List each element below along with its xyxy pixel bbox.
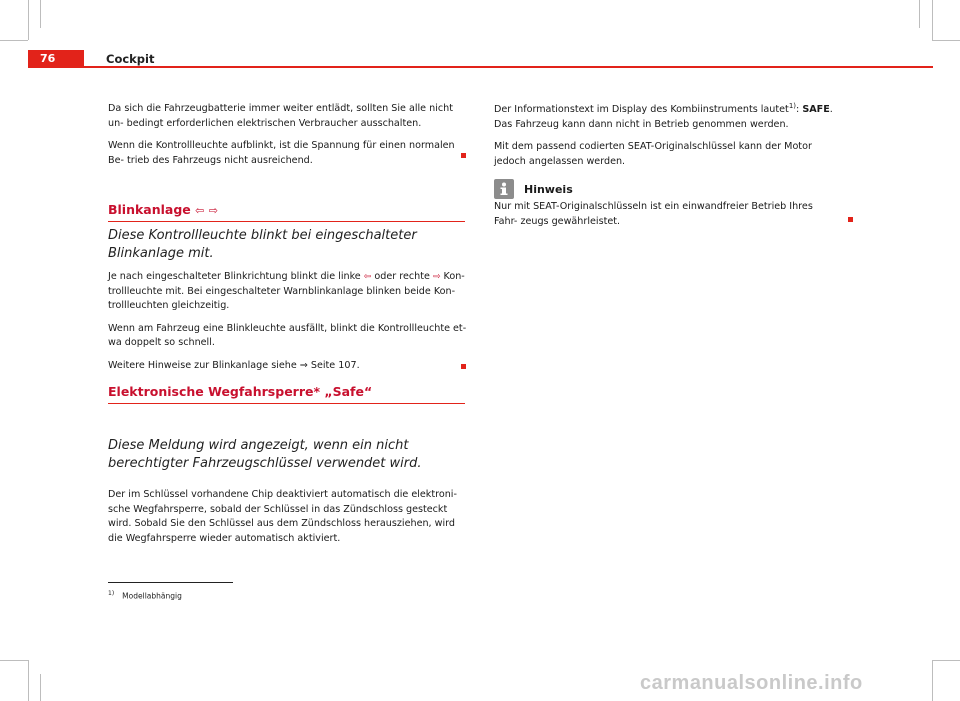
section-end-mark — [848, 217, 853, 222]
safe-paragraph-1: Der im Schlüssel vorhandene Chip deaktiviert automatisch die elektroni- sche Wegfahrsperre, sobald der Schlüssel in das Zündschloss gesteckt wird. Sobald Sie den Schlüssel aus dem Zündschloss herausziehen, wird die Wegfahrsperre wieder automatisch aktiviert. — [108, 489, 457, 544]
crop-mark — [40, 674, 41, 701]
turn-right-icon: ⇨ — [432, 272, 441, 282]
footnote-mark: 1) — [108, 590, 115, 597]
hint-heading — [494, 178, 573, 200]
wegfahrsperre-body — [108, 488, 468, 554]
crop-mark — [932, 660, 933, 701]
blink-text-a: Je nach eingeschalteter Blinkrichtung blinkt die linke — [108, 271, 361, 282]
footnote-text: Modellabhängig — [122, 591, 182, 601]
section-end-mark — [461, 364, 466, 369]
footnote-rule — [108, 582, 233, 583]
page-number: 76 — [28, 50, 84, 68]
blink-paragraph-1 — [108, 270, 468, 314]
right-text-b: : — [796, 104, 800, 116]
hint-text: Nur mit SEAT-Originalschlüsseln ist ein einwandfreier Betrieb Ihres Fahr- zeugs gewährleistet. — [494, 201, 813, 227]
blink-text-b: oder rechte — [374, 271, 430, 282]
turn-left-icon: ⇦ — [195, 204, 205, 217]
lead-blinkanlage — [108, 227, 468, 263]
blink-paragraph-3: Weitere Hinweise zur Blinkanlage siehe ⇒ Seite 107. — [108, 359, 360, 371]
hint-label: Hinweis — [524, 182, 573, 196]
crop-mark — [28, 660, 29, 701]
section-title-blinkanlage — [108, 202, 465, 222]
blinkanlage-body — [108, 270, 468, 381]
hint-body — [494, 200, 834, 237]
right-text-a: Der Informationstext im Display des Kombiinstruments lautet — [494, 104, 789, 116]
intro-paragraph-1: Da sich die Fahrzeugbatterie immer weiter entlädt, sollten Sie alle nicht un- bedingt erforderlichen elektrischen Verbraucher ausschalten. — [108, 103, 453, 129]
header-rule — [84, 66, 933, 68]
crop-mark — [40, 0, 41, 28]
crop-mark — [0, 40, 28, 41]
lead-text: Diese Kontrollleuchte blinkt bei eingeschalteter Blinkanlage mit. — [108, 228, 417, 261]
footnote — [108, 590, 182, 601]
intro-text — [108, 102, 468, 176]
lead-wegfahrsperre — [108, 437, 468, 473]
right-text-c: . Das Fahrzeug kann dann nicht in Betrieb genommen werden. — [494, 104, 833, 130]
info-icon — [494, 179, 514, 199]
right-column — [494, 99, 839, 177]
right-paragraph-2: Mit dem passend codierten SEAT-Originalschlüssel kann der Motor jedoch angelassen werden. — [494, 141, 812, 167]
crop-mark — [0, 660, 28, 661]
section-end-mark — [461, 153, 466, 158]
section-title-wegfahrsperre: Elektronische Wegfahrsperre* „Safe“ — [108, 384, 465, 404]
blink-paragraph-2: Wenn am Fahrzeug eine Blinkleuchte ausfällt, blinkt die Kontrollleuchte et- wa doppelt so schnell. — [108, 322, 467, 348]
blink-text-c: Kon- trollleuchte mit. Bei eingeschalteter Warnblinkanlage blinken beide Kon- trollleuchten gleichzeitig. — [108, 271, 465, 311]
crop-mark — [28, 0, 29, 40]
crop-mark — [932, 0, 933, 40]
right-paragraph-1 — [494, 99, 839, 132]
lead-text: Diese Meldung wird angezeigt, wenn ein nicht berechtigter Fahrzeugschlüssel verwendet wird. — [108, 438, 422, 471]
section-title-text: Blinkanlage — [108, 202, 191, 217]
safe-keyword: SAFE — [802, 104, 830, 116]
crop-mark — [919, 0, 920, 28]
crop-mark — [932, 40, 960, 41]
watermark: carmanualsonline.info — [640, 672, 863, 694]
crop-mark — [932, 660, 960, 661]
turn-right-icon: ⇨ — [208, 204, 218, 217]
chapter-title: Cockpit — [106, 52, 155, 66]
intro-paragraph-2: Wenn die Kontrollleuchte aufblinkt, ist die Spannung für einen normalen Be- trieb des Fahrzeugs nicht ausreichend. — [108, 140, 455, 166]
footnote-ref: 1) — [788, 102, 797, 110]
turn-left-icon: ⇦ — [363, 272, 372, 282]
